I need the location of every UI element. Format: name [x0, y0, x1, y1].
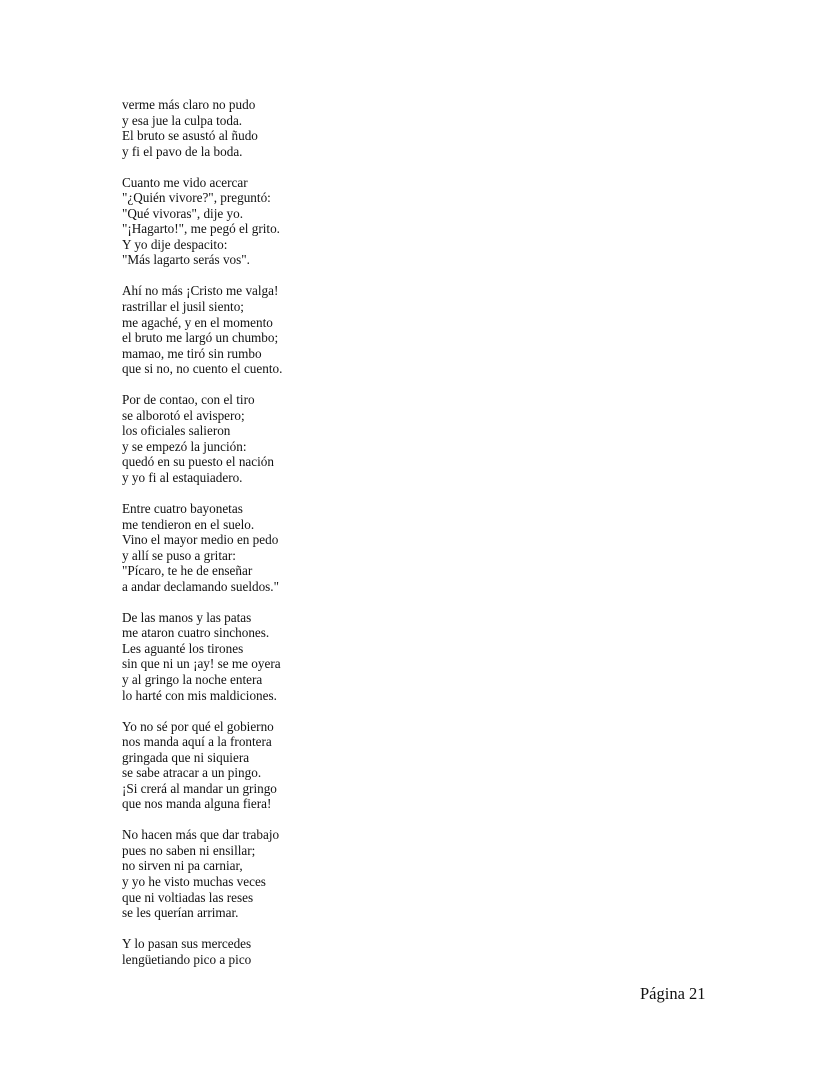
poem-line: lo harté con mis maldiciones. [122, 687, 277, 703]
poem-line: y allí se puso a gritar: [122, 547, 236, 563]
poem-line: mamao, me tiró sin rumbo [122, 345, 262, 361]
stanza [122, 392, 482, 485]
poem-line: "Más lagarto serás vos". [122, 252, 250, 268]
stanza [122, 175, 482, 268]
poem-line: Entre cuatro bayonetas [122, 501, 243, 517]
poem-line: ¡Si crerá al mandar un gringo [122, 780, 277, 796]
poem-line: De las manos y las patas [122, 609, 252, 625]
poem-line: No hacen más que dar trabajo [122, 827, 280, 843]
poem-line: y se empezó la junción: [122, 438, 247, 454]
poem-line: Les aguanté los tirones [122, 640, 244, 656]
poem-line: Por de contao, con el tiro [122, 392, 255, 408]
poem-line: "¿Quién vivore?", preguntó: [122, 190, 271, 206]
stanza [122, 610, 482, 703]
poem-line: que nos manda alguna fiera! [122, 796, 272, 812]
stanza [122, 827, 482, 920]
poem-line: pues no saben ni ensillar; [122, 842, 256, 858]
poem-line: Y lo pasan sus mercedes [122, 936, 252, 952]
stanza [122, 501, 482, 594]
stanza [122, 97, 482, 159]
poem-line: me tendieron en el suelo. [122, 516, 255, 532]
poem-line: y yo he visto muchas veces [122, 874, 266, 890]
poem-line: que ni voltiadas las reses [122, 889, 254, 905]
poem-line: y esa jue la culpa toda. [122, 112, 243, 128]
poem-line: y al gringo la noche entera [122, 672, 263, 687]
poem-line: Ahí no más ¡Cristo me valga! [122, 283, 279, 299]
poem-line: me ataron cuatro sinchones. [122, 625, 270, 641]
poem-line: que si no, no cuento el cuento. [122, 361, 283, 377]
poem-line: lengüetiando pico a pico [122, 951, 252, 967]
page-number: Página 21 [640, 984, 706, 1003]
poem-line: me agaché, y en el momento [122, 314, 273, 330]
poem-line: Yo no sé por qué el gobierno [122, 718, 274, 734]
poem-line: Vino el mayor medio en pedo [122, 532, 279, 548]
poem-line: rastrillar el jusil siento; [122, 299, 244, 315]
poem-line: se alborotó el avispero; [122, 407, 245, 423]
poem-line: quedó en su puesto el nación [122, 454, 274, 470]
poem-line: los oficiales salieron [122, 423, 231, 439]
poem-line: nos manda aquí a la frontera [122, 734, 272, 750]
poem-line: "¡Hagarto!", me pegó el grito. [122, 221, 280, 237]
poem-line: a andar declamando sueldos." [122, 578, 279, 594]
poem-text [122, 97, 482, 983]
poem-line: se sabe atracar a un pingo. [122, 765, 262, 781]
stanza [122, 936, 482, 967]
poem-line: Y yo dije despacito: [122, 236, 228, 252]
poem-line: gringada que ni siquiera [122, 749, 250, 765]
poem-line: "Pícaro, te he de enseñar [122, 563, 253, 579]
poem-line: sin que ni un ¡ay! se me oyera [122, 656, 281, 672]
poem-line: el bruto me largó un chumbo; [122, 330, 279, 346]
poem-line: Cuanto me vido acercar [122, 174, 248, 190]
poem-line: "Qué vivoras", dije yo. [122, 205, 244, 221]
poem-line: no sirven ni pa carniar, [122, 858, 243, 874]
stanza [122, 283, 482, 376]
poem-line: se les querían arrimar. [122, 905, 239, 921]
stanza [122, 719, 482, 812]
poem-line: y fi el pavo de la boda. [122, 143, 243, 159]
poem-line: verme más claro no pudo [122, 97, 256, 112]
poem-line: y yo fi al estaquiadero. [122, 469, 243, 485]
poem-line: El bruto se asustó al ñudo [122, 128, 258, 144]
